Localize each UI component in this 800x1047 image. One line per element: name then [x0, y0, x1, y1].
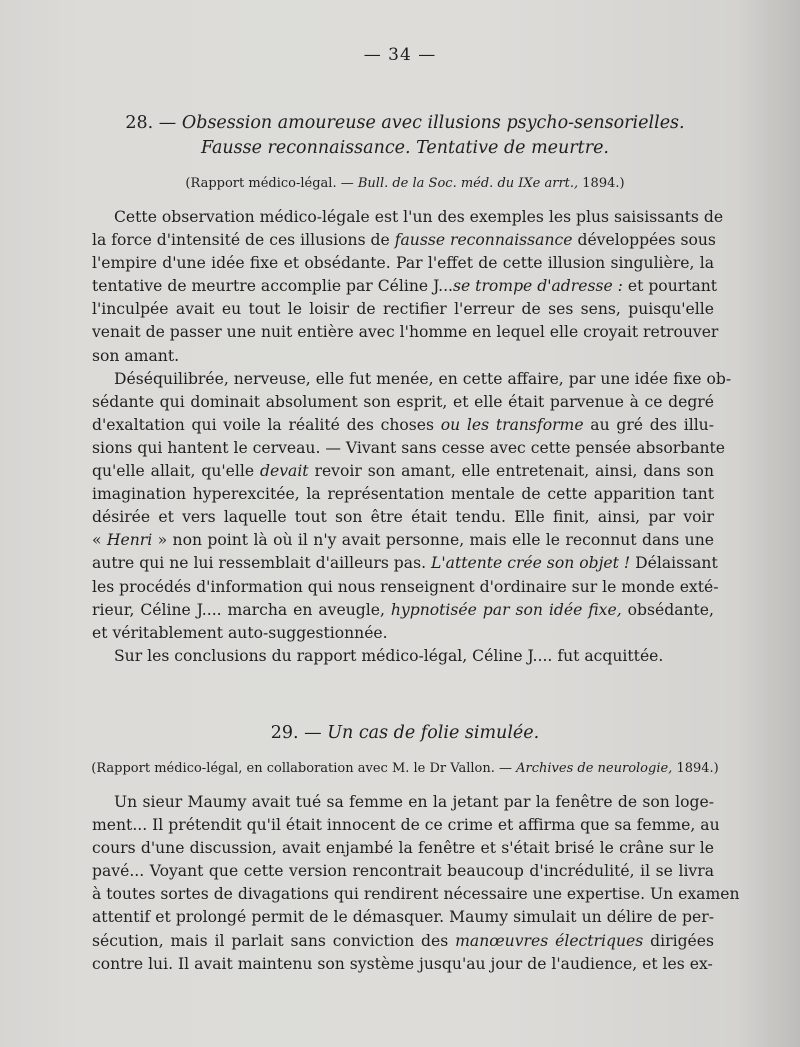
entry-29-source-suffix: 1894.) — [672, 761, 719, 776]
italic-text: manœuvres électriques — [455, 931, 644, 950]
text-line: et véritablement auto-suggestionnée. — [92, 623, 388, 642]
text-line: Sur les conclusions du rapport médico-légal, Céline J.... fut acquittée. — [114, 646, 664, 665]
text-line: autre qui ne lui ressemblait d'ailleurs pas. L'attente crée son objet ! Délaissant — [92, 554, 718, 573]
text-line: venait de passer une nuit entière avec l'homme en lequel elle croyait retrouver — [92, 323, 719, 342]
text-line: imagination hyperexcitée, la représentation mentale de cette apparition tant — [92, 485, 714, 504]
entry-29-source-prefix: (Rapport médico-légal, en collaboration avec M. le Dr Vallon. — — [91, 761, 517, 776]
entry-29-body — [92, 791, 740, 976]
text-line: les procédés d'information qui nous renseignent d'ordinaire sur le monde exté- — [92, 577, 719, 596]
entry-29-title-line1: Un cas de folie simulée. — [327, 723, 540, 743]
entry-29-source — [60, 761, 750, 776]
text-line: « Henri » non point là où il n'y avait personne, mais elle le reconnut dans une — [92, 531, 714, 550]
text-line: Déséquilibrée, nerveuse, elle fut menée, en cette affaire, par une idée fixe ob- — [114, 369, 732, 388]
entry-28-source-prefix: (Rapport médico-légal. — — [185, 176, 358, 191]
text-line: attentif et prolongé permit de le démasquer. Maumy simulait un délire de per- — [92, 908, 714, 927]
text-line: tentative de meurtre accomplie par Céline J...se trompe d'adresse : et pourtant — [92, 277, 718, 296]
text-line: pavé... Voyant que cette version rencontrait beaucoup d'incrédulité, il se livra — [92, 862, 714, 881]
entry-28-title-line1: Obsession amoureuse avec illusions psycho-sensorielles. — [181, 113, 685, 133]
italic-text: fausse reconnaissance — [394, 231, 573, 250]
entry-28-source-journal: Bull. de la Soc. méd. du IXe arrt., — [357, 176, 579, 191]
text-line: qu'elle allait, qu'elle devait revoir son amant, elle entretenait, ainsi, dans son — [92, 462, 714, 481]
italic-text: se trompe d'adresse : — [452, 277, 623, 296]
text-line: la force d'intensité de ces illusions de fausse reconnaissance développées sous — [92, 231, 716, 250]
text-line: à toutes sortes de divagations qui rendirent nécessaire une expertise. Un examen — [92, 885, 740, 904]
entry-28-title-line2: Fausse reconnaissance. Tentative de meurtre. — [201, 138, 609, 158]
text-line: cours d'une discussion, avait enjambé la fenêtre et s'était brisé le crâne sur le — [92, 839, 714, 858]
italic-text: ou les transforme — [440, 415, 584, 434]
text-line: l'inculpée avait eu tout le loisir de rectifier l'erreur de ses sens, puisqu'elle — [92, 300, 714, 319]
text-line: désirée et vers laquelle tout son être était tendu. Elle finit, ainsi, par voir — [92, 508, 714, 527]
italic-text: hypnotisée par son idée fixe, — [390, 600, 622, 619]
text-line: d'exaltation qui voile la réalité des choses ou les transforme au gré des illu- — [92, 415, 714, 434]
text-line: contre lui. Il avait maintenu son système jusqu'au jour de l'audience, et les ex- — [92, 954, 713, 973]
text-line: Un sieur Maumy avait tué sa femme en la jetant par la fenêtre de son loge- — [114, 793, 714, 811]
entry-29-source-journal: Archives de neurologie, — [516, 761, 673, 776]
text-line: sécution, mais il parlait sans conviction des manœuvres électriques dirigées — [92, 931, 715, 950]
text-line: rieur, Céline J.... marcha en aveugle, hypnotisée par son idée fixe, obsédante, — [92, 600, 714, 619]
page-number: — 34 — — [363, 45, 437, 65]
text-line: Cette observation médico-légale est l'un des exemples les plus saisissants de — [114, 208, 724, 226]
text-line: sédante qui dominait absolument son esprit, et elle était parvenue à ce degré — [92, 392, 714, 411]
text-line: son amant. — [92, 346, 180, 365]
entry-28-body — [92, 206, 732, 668]
text-line: sions qui hantent le cerveau. — Vivant sans cesse avec cette pensée absorbante — [92, 438, 726, 457]
entry-28-title — [80, 111, 730, 161]
entry-28-source — [60, 176, 750, 191]
entry-28-number: 28. — — [125, 113, 177, 133]
text-line: ment... Il prétendit qu'il était innocent de ce crime et affirma que sa femme, au — [92, 816, 720, 835]
italic-text: Henri — [106, 531, 153, 550]
entry-29-title — [80, 721, 730, 746]
text-line: l'empire d'une idée fixe et obsédante. Par l'effet de cette illusion singulière, la — [92, 254, 714, 273]
italic-text: L'attente crée son objet ! — [431, 554, 631, 573]
entry-29-number: 29. — — [270, 723, 322, 743]
entry-28-source-suffix: 1894.) — [578, 176, 625, 191]
italic-text: devait — [260, 462, 309, 481]
